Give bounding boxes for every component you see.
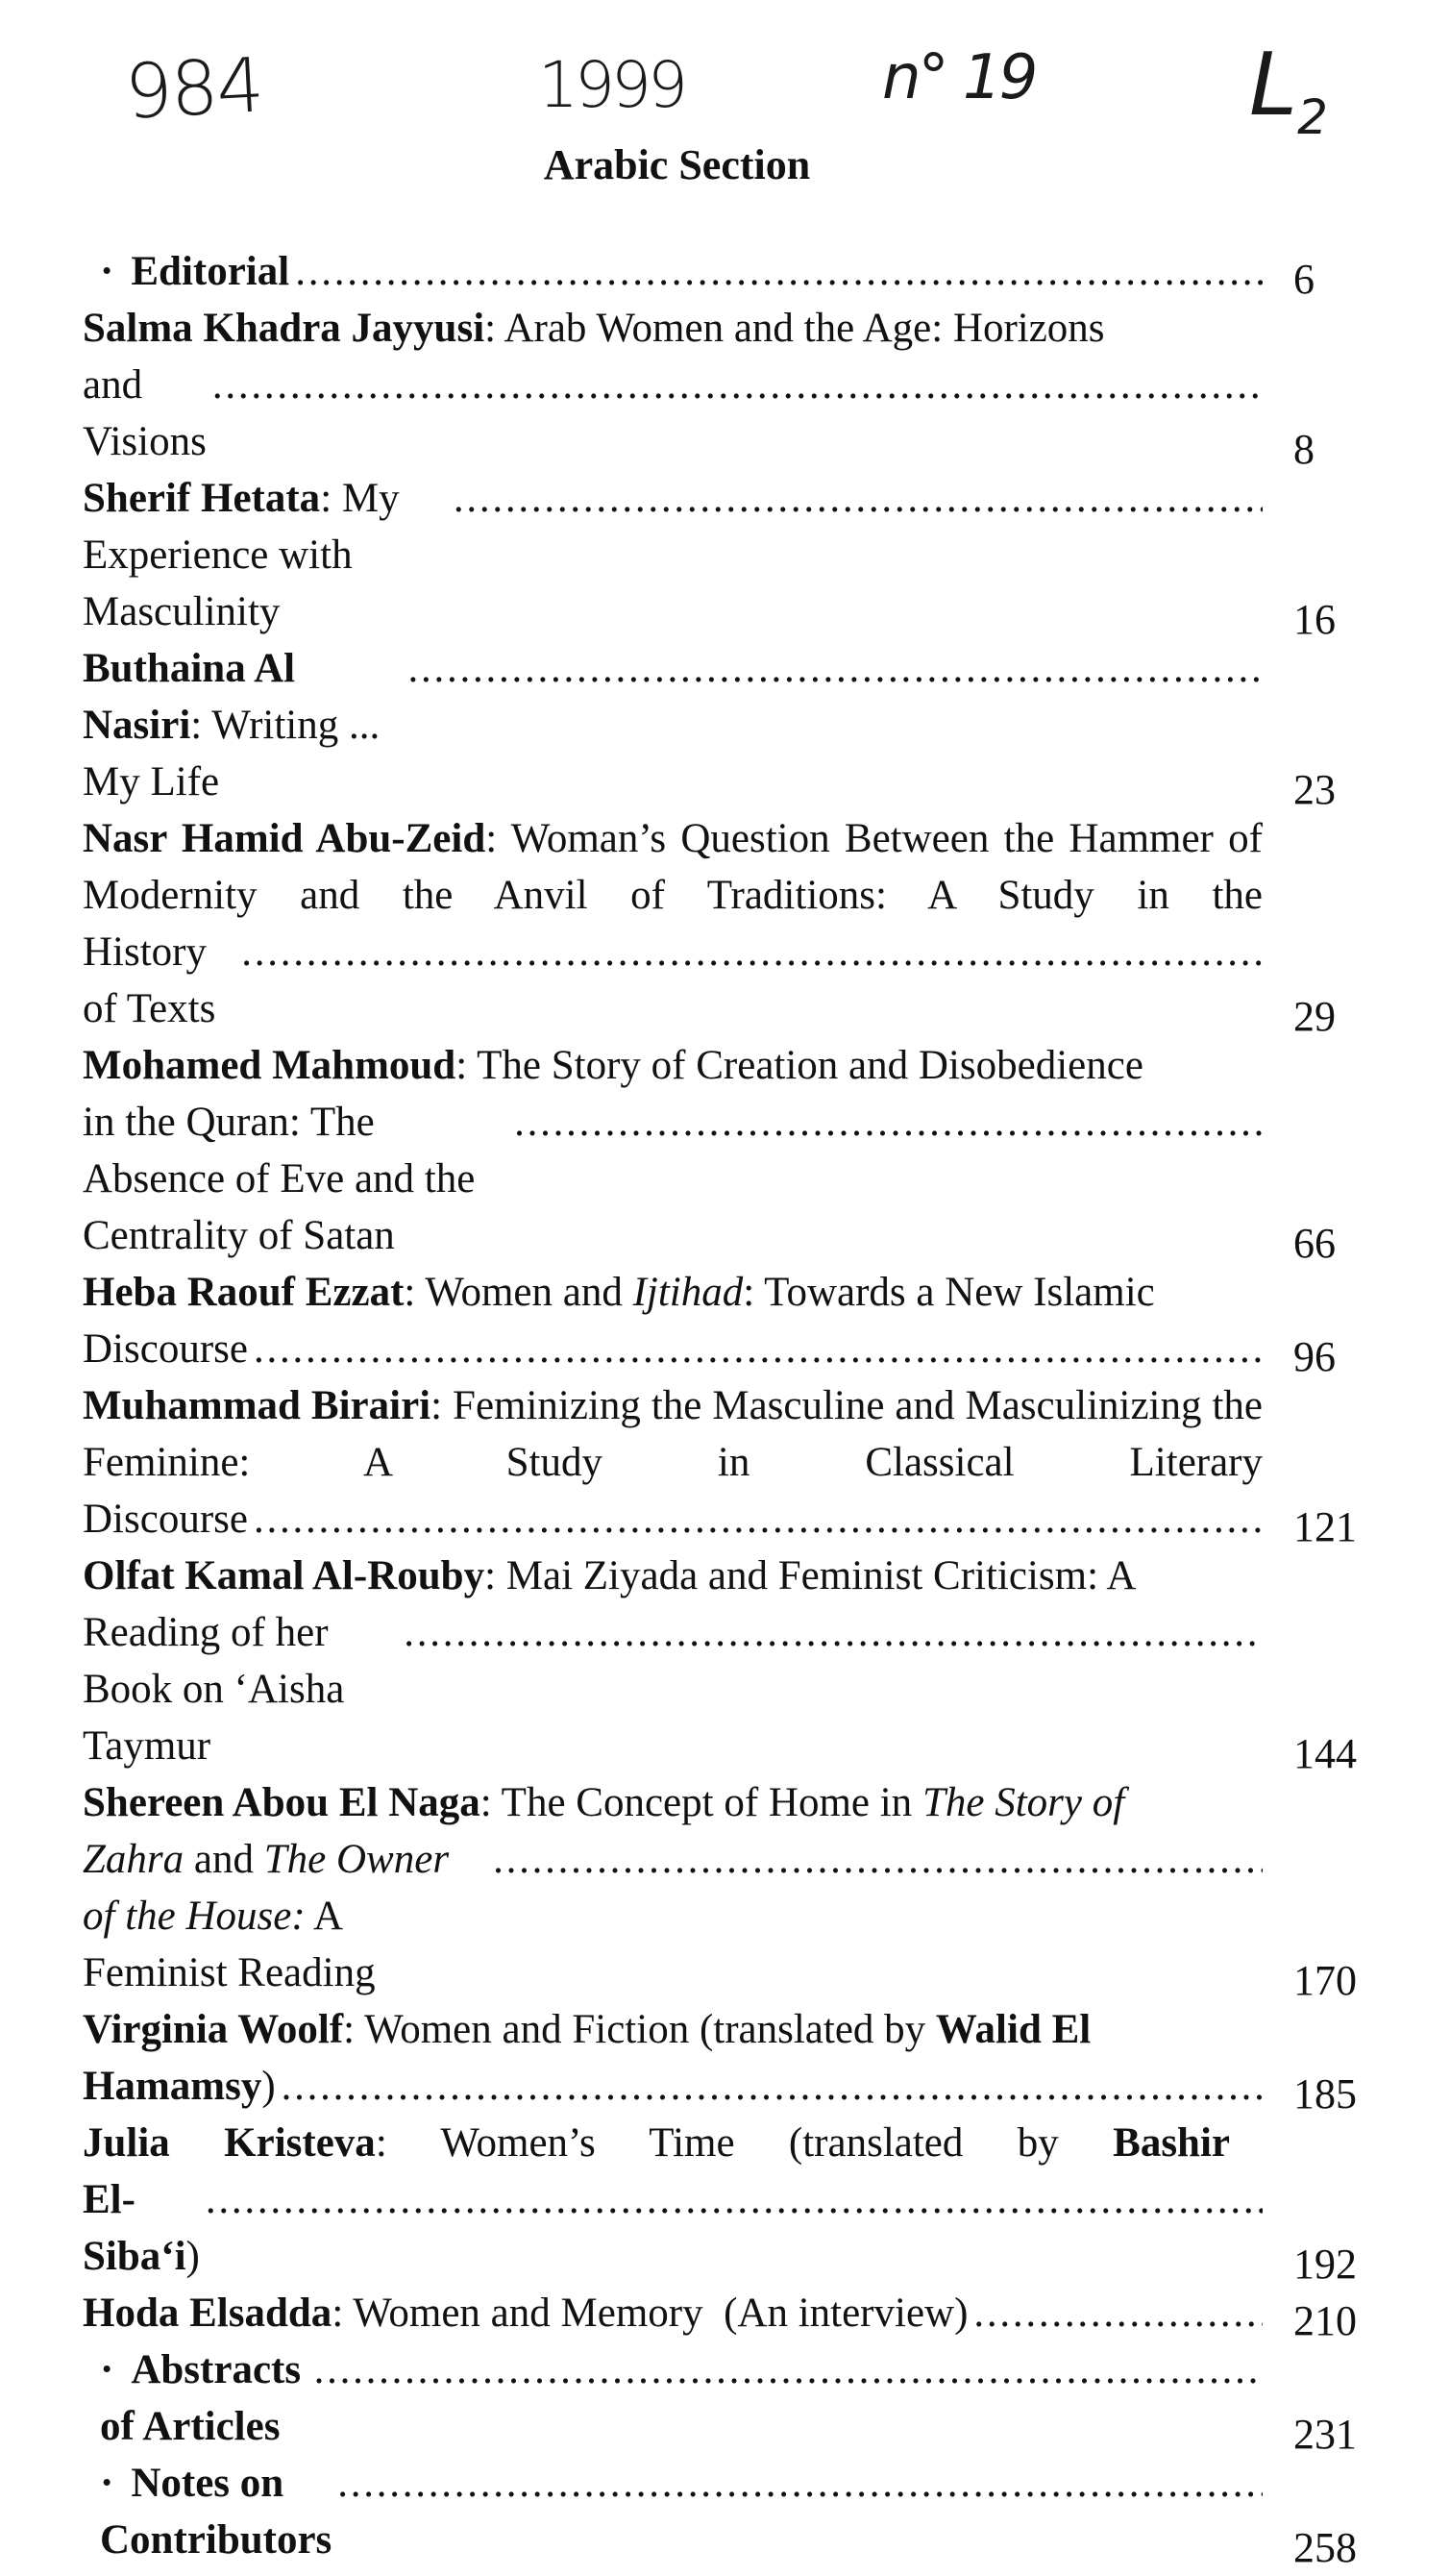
- dot-leader: [206, 2171, 1263, 2228]
- translator-name: Walid El: [935, 2007, 1092, 2052]
- title-end: History of Texts: [83, 929, 216, 1031]
- article-title: The Concept of Home in: [501, 1780, 922, 1825]
- page-number: 185: [1293, 2070, 1357, 2118]
- author-name: Olfat Kamal Al-Rouby: [83, 1553, 485, 1598]
- title-end: Zahra and The Owner of the House: A Feminist Reading: [83, 1837, 450, 1995]
- page-number: 96: [1293, 1333, 1336, 1380]
- toc-entry-text: Shereen Abou El Naga: The Concept of Home in The Story of: [83, 1780, 1125, 1825]
- handwritten-mark-letter: L: [1249, 35, 1298, 136]
- page-number: 23: [1293, 766, 1336, 813]
- toc-entry[interactable]: [83, 1548, 1389, 1777]
- author-name: Mohamed Mahmoud: [83, 1043, 456, 1088]
- page-number: 192: [1293, 2241, 1357, 2288]
- dot-leader: [254, 1321, 1263, 1377]
- translator-name: Bashir: [1113, 2120, 1231, 2166]
- title-end: Discourse: [83, 1326, 248, 1372]
- article-title: Women and: [425, 1270, 633, 1315]
- bullet-icon: ·: [100, 2347, 114, 2392]
- article-title: Women and Fiction (translated by: [364, 2007, 936, 2052]
- dot-leader: [212, 357, 1263, 413]
- toc-heading: [83, 2341, 308, 2455]
- page-number: 29: [1293, 993, 1336, 1040]
- article-title-joiner: and: [184, 1837, 264, 1882]
- page-number: 231: [1293, 2411, 1357, 2458]
- author-name: Heba Raouf Ezzat: [83, 1270, 405, 1315]
- toc-entry-text: Hoda Elsadda: Women and Memory (An interview): [83, 2291, 969, 2336]
- title-end: El-Siba‘i): [83, 2177, 200, 2279]
- page-number: 121: [1293, 1503, 1357, 1550]
- toc-entry[interactable]: [83, 1037, 1389, 1267]
- toc-entry-text: Heba Raouf Ezzat: Women and Ijtihad: Towards a New Islamic: [83, 1270, 1155, 1315]
- author-name: Hoda Elsadda: [83, 2291, 332, 2336]
- toc-entry-text: Muhammad Birairi: Feminizing the Masculine and Masculinizing the Feminine: A Study in Classical Literary: [83, 1383, 1263, 1485]
- dot-leader: [295, 243, 1263, 300]
- dot-leader: [337, 2455, 1263, 2512]
- page-number: 258: [1293, 2524, 1357, 2571]
- page-number: 170: [1293, 1957, 1357, 2004]
- article-title-italic: The Story of: [922, 1780, 1125, 1825]
- article-title: Women and Memory (An interview): [353, 2291, 969, 2336]
- handwritten-mark: [1249, 35, 1328, 145]
- toc-entry-text: Buthaina Al Nasiri: Writing ... My Life: [83, 646, 381, 805]
- toc-heading-text: Abstracts of Articles: [100, 2347, 302, 2449]
- title-end: Discourse: [83, 1497, 248, 1542]
- toc-entry[interactable]: [83, 2285, 1389, 2344]
- page-number: 144: [1293, 1730, 1357, 1777]
- section-title: Arabic Section: [543, 141, 811, 188]
- toc-entry-text: Mohamed Mahmoud: The Story of Creation and Disobedience: [83, 1043, 1143, 1088]
- toc-heading: [83, 243, 289, 300]
- toc-entry-text: Virginia Woolf: Women and Fiction (translated by Walid El: [83, 2007, 1092, 2052]
- author-name: Muhammad Birairi: [83, 1383, 431, 1428]
- toc-entry[interactable]: [83, 2001, 1389, 2118]
- author-name: Nasr Hamid Abu-Zeid: [83, 816, 486, 861]
- dot-leader: [973, 2285, 1263, 2341]
- toc-heading-text: Notes on Contributors: [100, 2461, 332, 2563]
- toc-entry[interactable]: [83, 2115, 1389, 2288]
- article-title-italic: Ijtihad: [632, 1270, 744, 1315]
- dot-leader: [241, 924, 1263, 980]
- article-title: Women’s Time (translated by: [440, 2120, 1114, 2166]
- dot-leader: [408, 640, 1264, 697]
- dot-leader: [454, 470, 1263, 527]
- author-name: Salma Khadra Jayyusi: [83, 306, 485, 351]
- bullet-icon: ·: [100, 2461, 114, 2506]
- bullet-icon: ·: [100, 249, 114, 294]
- toc-entry[interactable]: [83, 1264, 1389, 1380]
- toc-entry-text: Julia Kristeva: Women’s Time (translated by Bashir: [83, 2120, 1231, 2166]
- author-name: Shereen Abou El Naga: [83, 1780, 480, 1825]
- dot-leader: [404, 1604, 1263, 1661]
- toc-entry-abstracts[interactable]: [83, 2341, 1389, 2458]
- author-name: Virginia Woolf: [83, 2007, 344, 2052]
- page-number: 210: [1293, 2297, 1357, 2344]
- toc-entry-text: Sherif Hetata: My Experience with Masculinity: [83, 476, 400, 634]
- toc-entry-text: Olfat Kamal Al-Rouby: Mai Ziyada and Feminist Criticism: A: [83, 1553, 1137, 1598]
- article-title: Writing ... My Life: [83, 703, 381, 805]
- author-name: Sherif Hetata: [83, 476, 321, 521]
- dot-leader: [514, 1094, 1263, 1151]
- dot-leader: [314, 2341, 1263, 2398]
- title-end: in the Quran: The Absence of Eve and the Centrality of Satan: [83, 1100, 476, 1258]
- dot-leader: [282, 2058, 1263, 2115]
- title-end: and Visions: [83, 362, 207, 464]
- page-number: 66: [1293, 1220, 1336, 1267]
- toc-entry[interactable]: [83, 810, 1389, 1040]
- toc-entry-text: Nasr Hamid Abu-Zeid: Woman’s Question Between the Hammer of Modernity and the Anvil of Traditions: A Study in the: [83, 816, 1263, 918]
- table-of-contents: [83, 243, 1389, 2571]
- toc-entry[interactable]: [83, 300, 1389, 473]
- title-end: Reading of her Book on ‘Aisha Taymur: [83, 1610, 345, 1769]
- author-name: Buthaina Al Nasiri: [83, 646, 296, 748]
- dot-leader: [254, 1491, 1263, 1548]
- title-end: Hamamsy): [83, 2064, 276, 2109]
- toc-entry-editorial[interactable]: [83, 243, 1389, 303]
- toc-entry[interactable]: [83, 1774, 1389, 2004]
- toc-entry[interactable]: [83, 1377, 1389, 1548]
- author-name: Julia Kristeva: [83, 2120, 376, 2166]
- toc-entry[interactable]: [83, 640, 1389, 813]
- toc-entry[interactable]: [83, 470, 1389, 643]
- dot-leader: [493, 1831, 1263, 1888]
- page-number: 8: [1293, 426, 1315, 473]
- page-number: 6: [1293, 256, 1315, 303]
- article-title: My Experience with Masculinity: [83, 476, 400, 634]
- handwritten-mark-sub: 2: [1297, 89, 1328, 145]
- handwritten-issue: n° 19: [882, 42, 1036, 113]
- toc-heading-text: Editorial: [131, 249, 290, 294]
- toc-heading: [83, 2455, 332, 2568]
- article-title-end: A Feminist Reading: [83, 1894, 376, 1995]
- handwritten-number: 984: [122, 42, 265, 136]
- handwritten-year: 1999: [538, 48, 684, 122]
- page-number: 16: [1293, 596, 1336, 643]
- toc-entry-text: Salma Khadra Jayyusi: Arab Women and the Age: Horizons: [83, 306, 1105, 351]
- toc-entry-contributors[interactable]: [83, 2455, 1389, 2571]
- article-title-italic-2: The Owner of the House:: [83, 1837, 450, 1939]
